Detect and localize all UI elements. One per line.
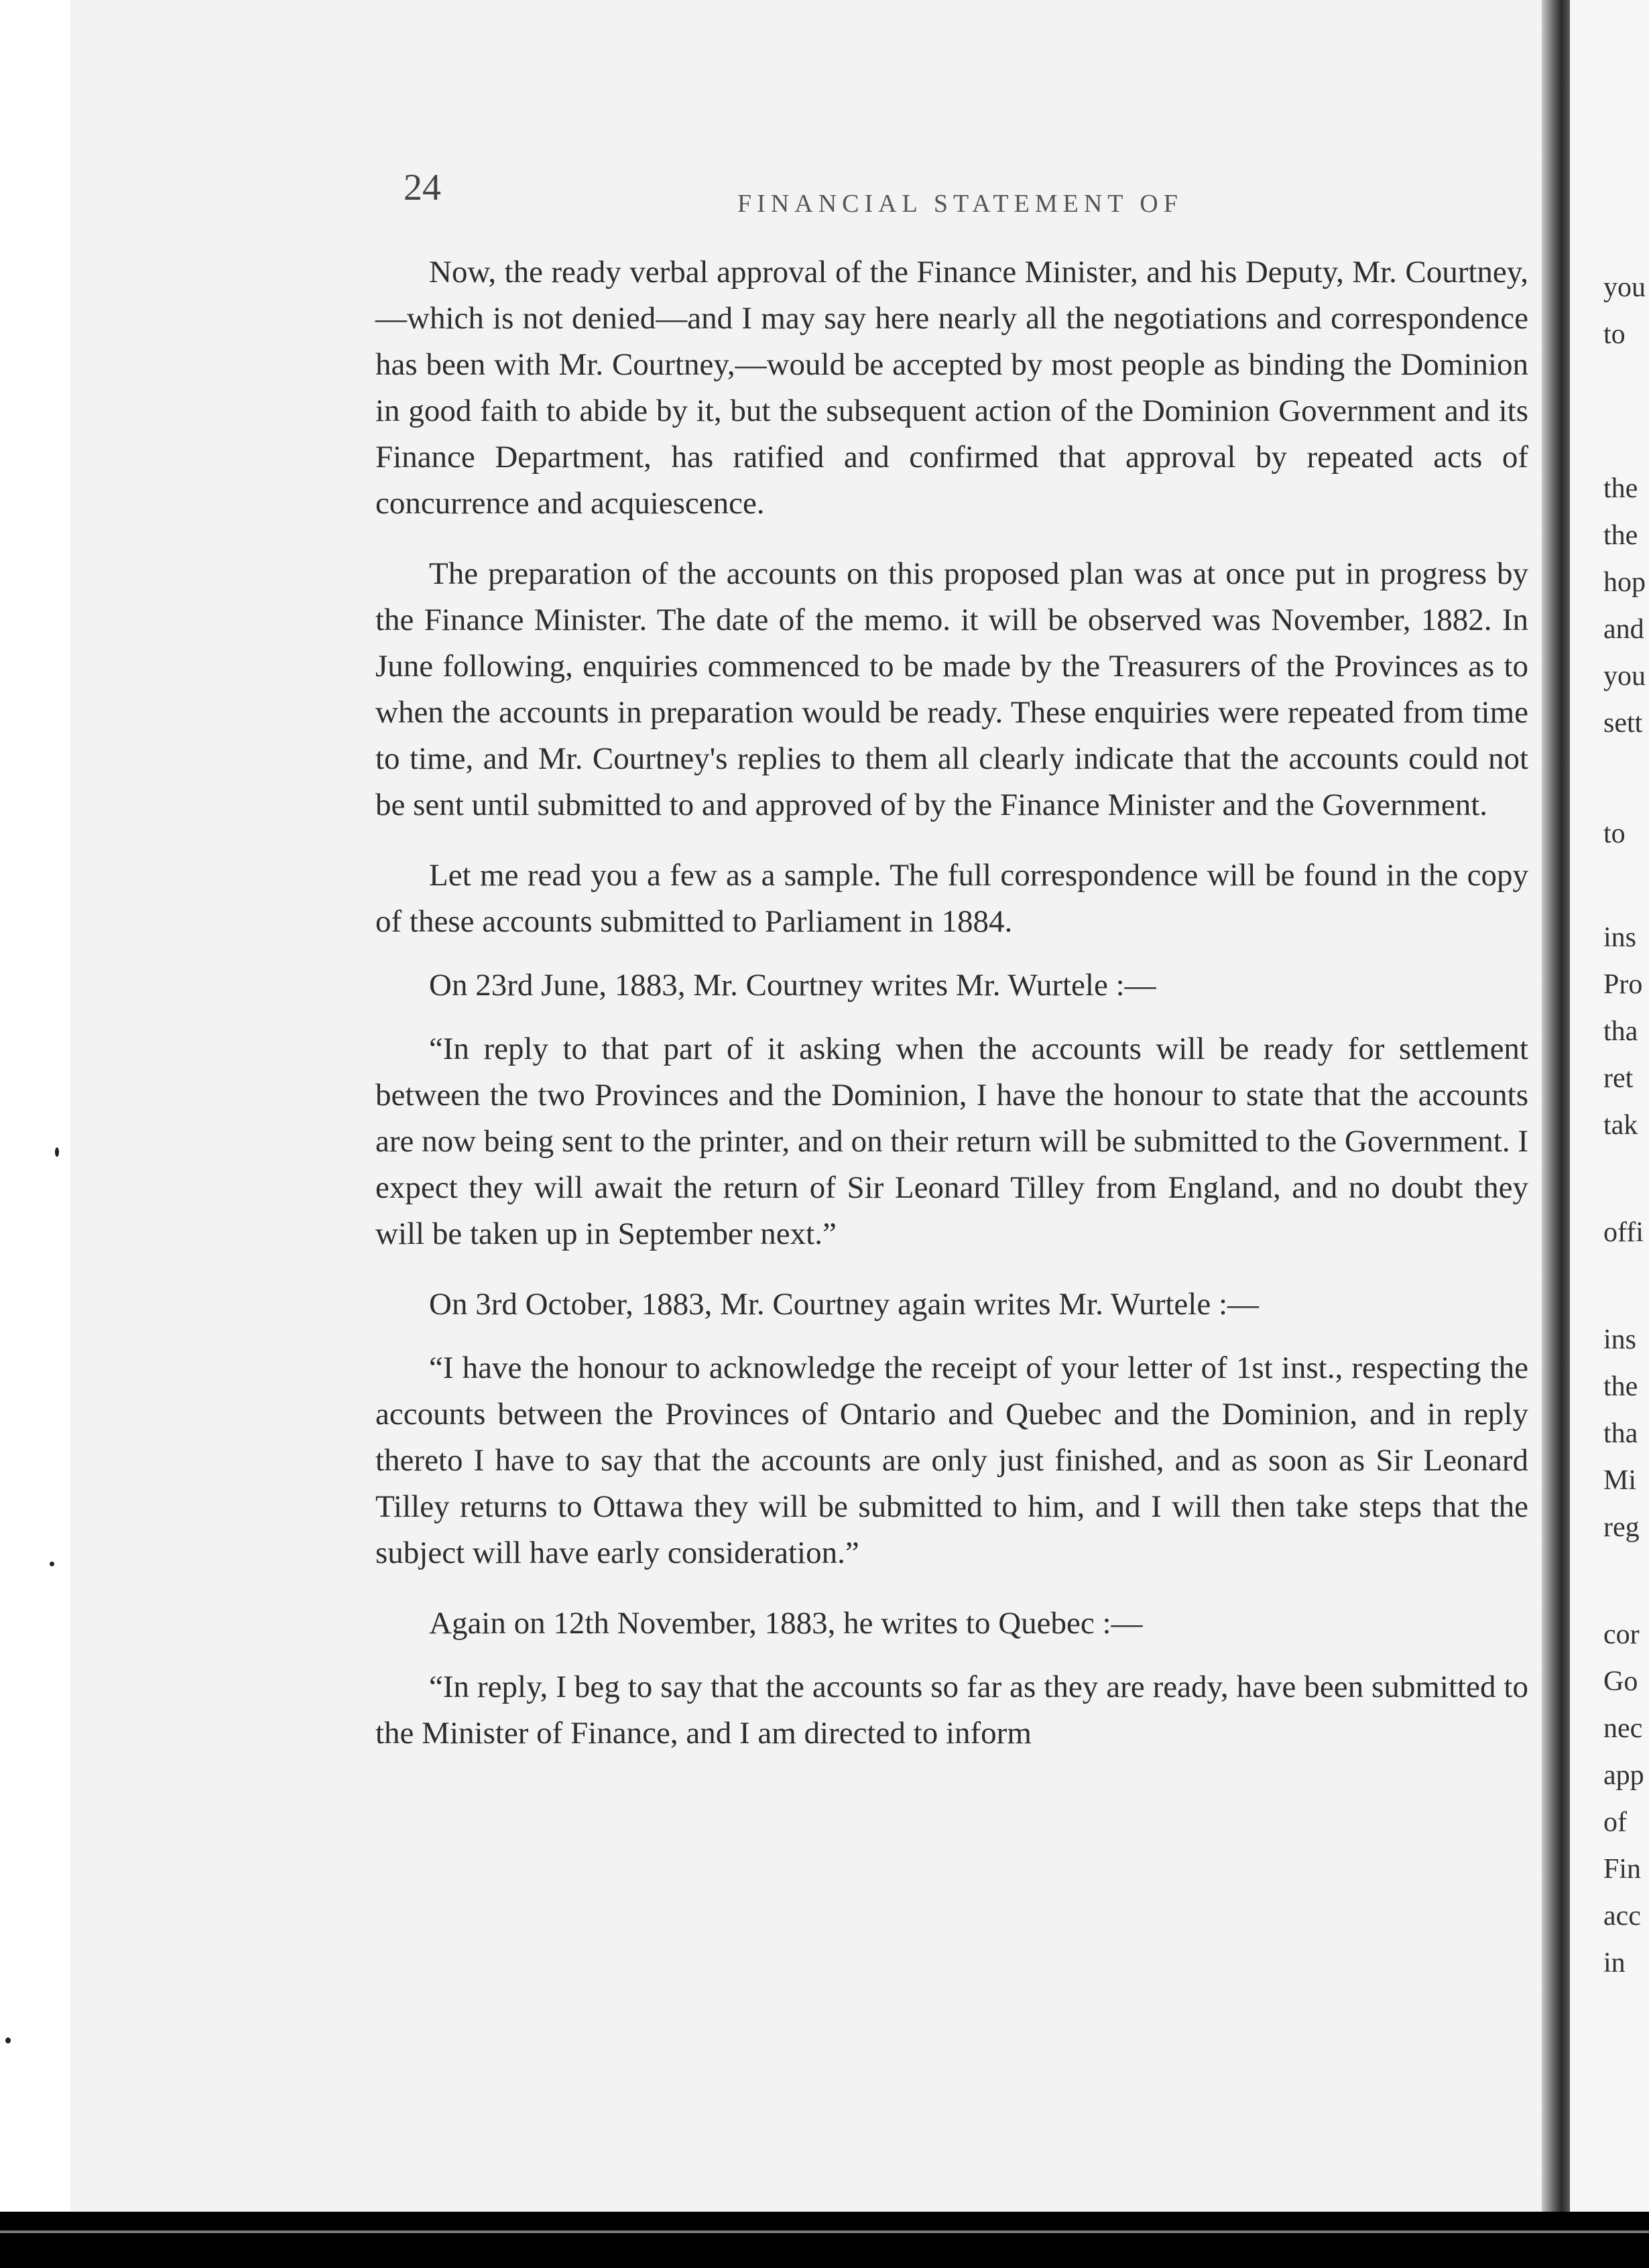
paragraph: Again on 12th November, 1883, he writes to Quebec :—: [429, 1606, 1143, 1641]
page-number: 24: [404, 167, 441, 208]
book-gutter: [1542, 0, 1570, 2212]
body-text: [375, 249, 1528, 1781]
left-margin: [0, 0, 70, 2212]
facing-page-fragment: Mi: [1603, 1465, 1637, 1496]
facing-page-fragment: and: [1603, 614, 1644, 645]
paragraph: Let me read you a few as a sample. The full correspondence will be found in the copy of these accounts submitted to Parliament in 1884.: [375, 858, 1528, 939]
facing-page-fragment: of: [1603, 1807, 1627, 1838]
facing-page-fragment: to: [1603, 818, 1626, 849]
facing-page-fragment: Fin: [1603, 1854, 1642, 1885]
scan-speck: [50, 1562, 54, 1566]
facing-page-fragment: Pro: [1603, 969, 1643, 1000]
paragraph: On 23rd June, 1883, Mr. Courtney writes Mr. Wurtele :—: [429, 968, 1156, 1003]
facing-page-fragment: to: [1603, 319, 1626, 350]
facing-page-fragment: app: [1603, 1760, 1644, 1791]
scan-bottom-border: [0, 2212, 1649, 2268]
facing-page-fragment: ret: [1603, 1063, 1634, 1094]
running-head: FINANCIAL STATEMENT OF: [737, 190, 1183, 218]
facing-page-fragment: ins: [1603, 1324, 1637, 1355]
paragraph: Now, the ready verbal approval of the Finance Minister, and his Deputy, Mr. Courtney,—which is not denied—and I may say here nearly all the negotiations and correspondence has been with Mr. Courtney,—would be accepted by most people as binding the Dominion in good faith to abide by it, but the subsequent action of the Dominion Government and its Finance Department, has ratified and confirmed that approval by repeated acts of concurrence and acquiescence.: [375, 255, 1528, 521]
facing-page-fragment: tak: [1603, 1110, 1638, 1141]
facing-page-fragment: tha: [1603, 1418, 1638, 1449]
facing-page-fragment: you: [1603, 661, 1646, 692]
facing-page-fragment: offi: [1603, 1217, 1644, 1248]
quoted-letter: “In reply to that part of it asking when the accounts will be ready for settlement between the two Provinces and the Dominion, I have the honour to state that the accounts are now being sent to the printer, and on their return will be submitted to the Government. I expect they will await the return of Sir Leonard Tilley from England, and no doubt they will be taken up in September next.”: [375, 1031, 1528, 1251]
facing-page-fragment: tha: [1603, 1016, 1638, 1047]
facing-page-fragment: you: [1603, 272, 1646, 303]
quoted-letter: “In reply, I beg to say that the accounts so far as they are ready, have been submitted to the Minister of Finance, and I am directed to inform: [375, 1670, 1528, 1751]
facing-page-fragment: in: [1603, 1948, 1626, 1978]
quoted-letter: “I have the honour to acknowledge the receipt of your letter of 1st inst., respecting the accounts between the Provinces of Ontario and Quebec and the Dominion, and in reply thereto I have to say that the accounts are only just finished, and as soon as Sir Leonard Tilley returns to Ottawa they will be submitted to him, and I will then take steps that the subject will have early consideration.”: [375, 1350, 1528, 1570]
facing-page-fragment: reg: [1603, 1512, 1640, 1543]
facing-page-fragment: acc: [1603, 1901, 1641, 1932]
facing-page-fragment: the: [1603, 1371, 1638, 1402]
facing-page-fragment: nec: [1603, 1713, 1643, 1744]
paragraph: On 3rd October, 1883, Mr. Courtney again writes Mr. Wurtele :—: [429, 1287, 1260, 1322]
facing-page-fragment: the: [1603, 473, 1638, 504]
scan-edge-line: [0, 2230, 1649, 2233]
scan-speck: [55, 1147, 59, 1157]
facing-page-fragment: Go: [1603, 1666, 1638, 1697]
facing-page-fragment: the: [1603, 520, 1638, 551]
facing-page-fragment: hop: [1603, 567, 1646, 598]
facing-page-fragment: ins: [1603, 922, 1637, 953]
facing-page-fragment: sett: [1603, 708, 1643, 739]
paragraph: The preparation of the accounts on this proposed plan was at once put in progress by the Finance Minister. The date of the memo. it will be observed was November, 1882. In June following, enquiries commenced to be made by the Treasurers of the Provinces as to when the accounts in preparation would be ready. These enquiries were repeated from time to time, and Mr. Courtney's replies to them all clearly indicate that the accounts could not be sent until submitted to and approved of by the Finance Minister and the Government.: [375, 556, 1528, 822]
scan-speck: [5, 2037, 11, 2043]
facing-page-fragment: cor: [1603, 1619, 1640, 1650]
